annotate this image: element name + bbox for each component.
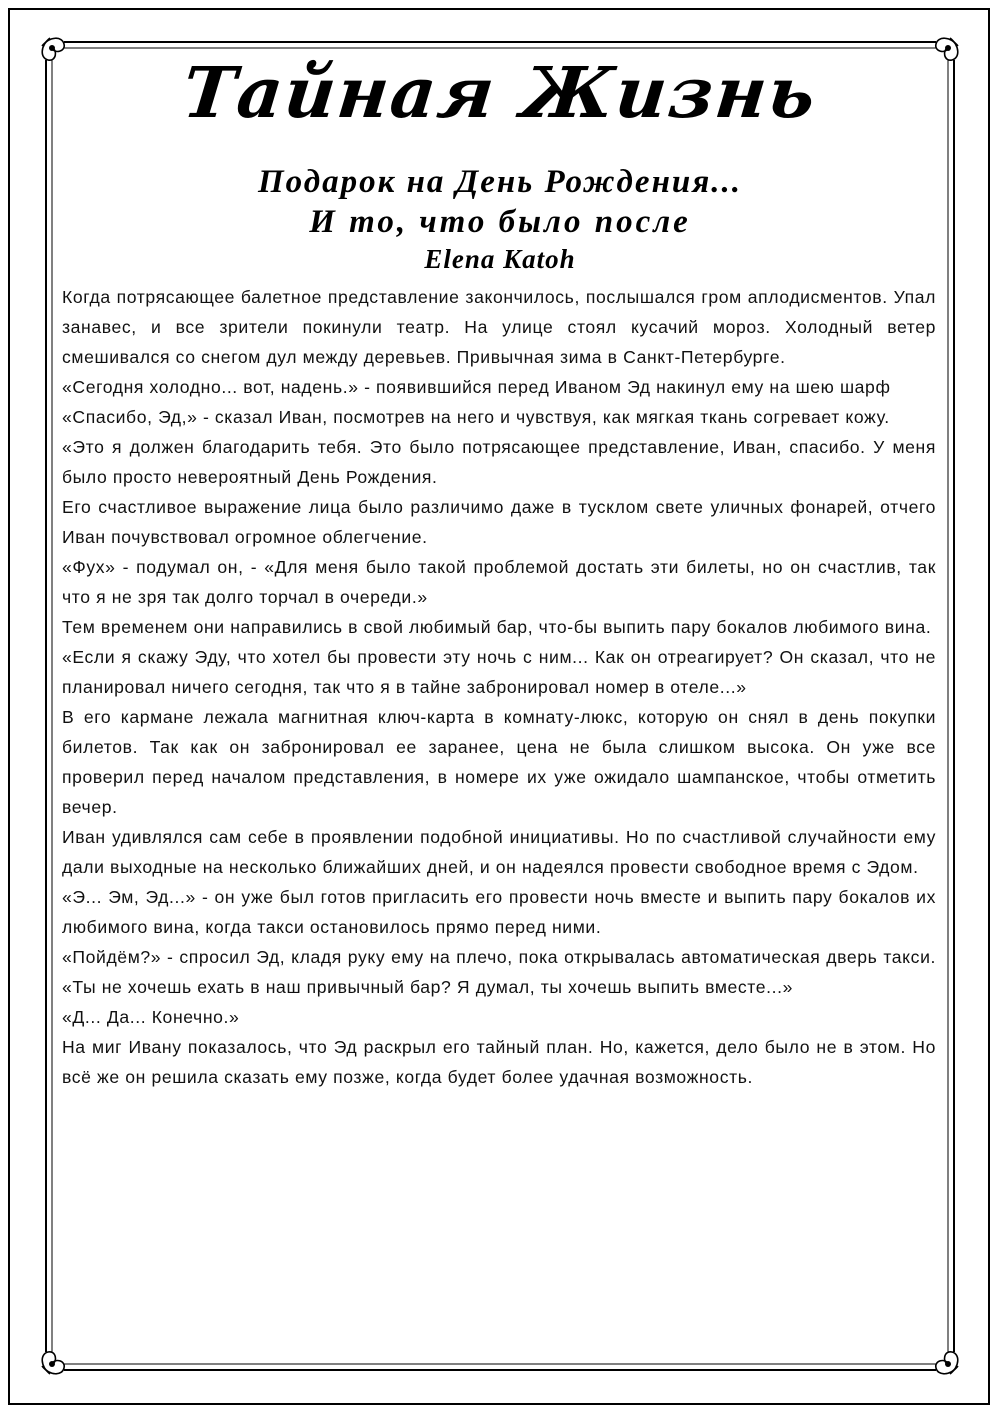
author-name: Elena Katoh [424,244,576,274]
paragraph: «Если я скажу Эду, что хотел бы провести эту ночь с ним... Как он отреагирует? Он сказал, что не планировал ничего сегодня, так что я в тайне забронировал номер в отеле...» [62,647,936,697]
paragraph: «Э... Эм, Эд...» - он уже был готов пригласить его провести ночь вместе и выпить пару бокалов их любимого вина, когда такси остановилось прямо перед ними. [62,887,936,937]
story-body [62,282,936,1092]
paragraph: «Фух» - подумал он, - «Для меня было такой проблемой достать эти билеты, но он счастлив, так что я не зря так долго торчал в очереди.» [62,557,936,607]
paragraph: «Это я должен благодарить тебя. Это было потрясающее представление, Иван, спасибо. У меня было просто невероятный День Рождения. [62,437,936,487]
paragraph: Его счастливое выражение лица было различимо даже в тусклом свете уличных фонарей, отчего Иван почувствовал огромное облегчение. [62,497,936,547]
paragraph: «Пойдём?» - спросил Эд, кладя руку ему на плечо, пока открывалась автоматическая дверь такси. «Ты не хочешь ехать в наш привычный бар? Я думал, ты хочешь выпить вместе...» [62,947,936,997]
paragraph: В его кармане лежала магнитная ключ-карта в комнату-люкс, которую он снял в день покупки билетов. Так как он забронировал ее заранее, цена не была слишком высока. Он уже все проверил перед началом представления, в номере их уже ожидало шампанское, чтобы отметить вечер. [62,707,936,817]
paragraph: «Д... Да... Конечно.» [62,1007,240,1027]
page-title: Тайная Жизнь [178,51,822,134]
paragraph: На миг Ивану показалось, что Эд раскрыл его тайный план. Но, кажется, дело было не в этом. Но всё же он решила сказать ему позже, когда будет более удачная возможность. [62,1037,936,1087]
paragraph: Иван удивлялся сам себе в проявлении подобной инициативы. Но по счастливой случайности ему дали выходные на несколько ближайших дней, и он надеялся провести свободное время с Эдом. [62,827,936,877]
paragraph: Тем временем они направились в свой любимый бар, что-бы выпить пару бокалов любимого вина. [62,617,932,637]
subtitle-line-2: И то, что было после [309,204,691,240]
paragraph: «Спасибо, Эд,» - сказал Иван, посмотрев на него и чувствуя, как мягкая ткань согревает кожу. [62,407,890,427]
paragraph: «Сегодня холодно... вот, надень.» - появившийся перед Иваном Эд накинул ему на шею шарф [62,377,891,397]
subtitle-line-1: Подарок на День Рождения... [258,164,742,200]
paragraph: Когда потрясающее балетное представление закончилось, послышался гром аплодисментов. Упал занавес, и все зрители покинули театр. На улице стоял кусачий мороз. Холодный ветер смешивался со снегом дул между деревьев. Привычная зима в Санкт-Петербурге. [62,287,936,367]
